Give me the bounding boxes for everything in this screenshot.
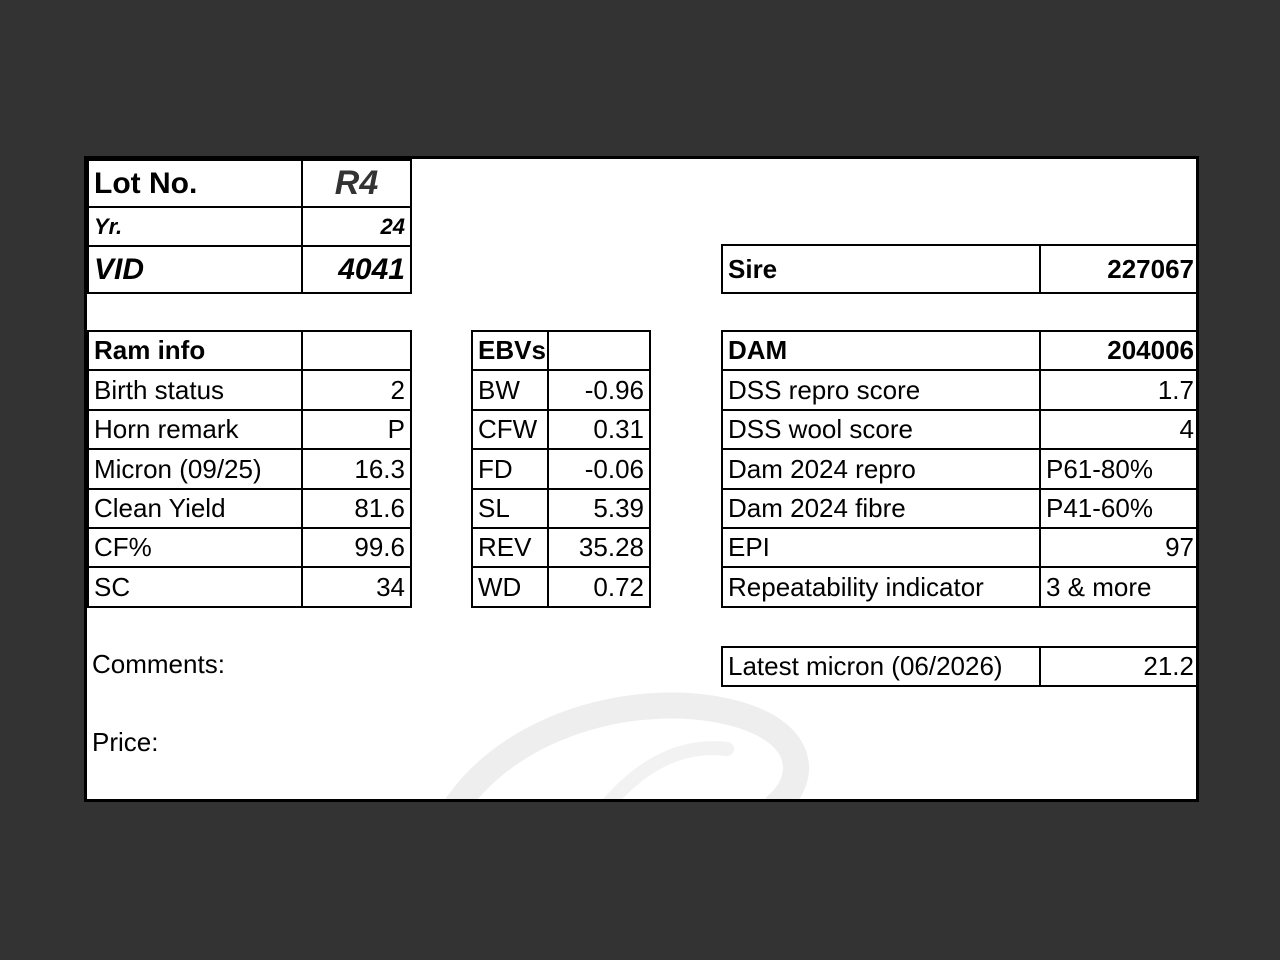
ebvs-header [472, 331, 650, 370]
ram-info-label: Birth status [88, 370, 302, 410]
latest-micron-value: 21.2 [1040, 647, 1199, 686]
year-label: Yr. [88, 207, 302, 246]
table-row [722, 410, 1199, 449]
ram-info-value: 2 [302, 370, 411, 410]
table-row [88, 370, 411, 410]
ebvs-title: EBVs [472, 331, 548, 370]
table-row [472, 370, 650, 410]
ram-info-label: CF% [88, 528, 302, 567]
ram-info-value: P [302, 410, 411, 449]
vid-value: 4041 [302, 246, 411, 293]
ram-info-label: Clean Yield [88, 489, 302, 528]
dam-table [721, 330, 1199, 608]
vid-row [88, 246, 411, 293]
dam-row-value: P41-60% [1040, 489, 1199, 528]
ram-info-label: Horn remark [88, 410, 302, 449]
ebv-value: 0.72 [548, 567, 650, 607]
table-row [472, 449, 650, 489]
dam-label: DSS wool score [722, 410, 1040, 449]
lot-header-table [87, 159, 412, 294]
sire-value: 227067 [1040, 245, 1199, 293]
ram-info-empty [302, 331, 411, 370]
table-row [722, 449, 1199, 489]
table-row [722, 528, 1199, 567]
ebv-label: SL [472, 489, 548, 528]
dam-row-value: 3 & more [1040, 567, 1199, 607]
table-row [472, 410, 650, 449]
dam-row-value: 4 [1040, 410, 1199, 449]
ram-info-table [87, 330, 412, 608]
sire-table [721, 244, 1199, 294]
ebvs-empty [548, 331, 650, 370]
lot-row [88, 160, 411, 207]
lot-label: Lot No. [88, 160, 302, 207]
dam-header [722, 331, 1199, 370]
dam-label: EPI [722, 528, 1040, 567]
comments-label: Comments: [92, 649, 225, 679]
dam-value: 204006 [1040, 331, 1199, 370]
lot-number: R4 [302, 160, 411, 207]
dam-label: DSS repro score [722, 370, 1040, 410]
table-row [88, 410, 411, 449]
ram-info-value: 99.6 [302, 528, 411, 567]
ebv-value: 5.39 [548, 489, 650, 528]
table-row [88, 489, 411, 528]
vid-label: VID [88, 246, 302, 293]
ram-info-value: 81.6 [302, 489, 411, 528]
ebv-label: BW [472, 370, 548, 410]
table-row [88, 567, 411, 607]
ebv-value: -0.06 [548, 449, 650, 489]
ram-info-value: 34 [302, 567, 411, 607]
year-value: 24 [302, 207, 411, 246]
table-row [88, 449, 411, 489]
dam-label: Dam 2024 repro [722, 449, 1040, 489]
ram-info-value: 16.3 [302, 449, 411, 489]
latest-micron-label: Latest micron (06/2026) [722, 647, 1040, 686]
table-row [722, 567, 1199, 607]
table-row [472, 528, 650, 567]
ebv-label: WD [472, 567, 548, 607]
ebv-label: CFW [472, 410, 548, 449]
dam-label: Repeatability indicator [722, 567, 1040, 607]
table-row [472, 567, 650, 607]
latest-micron-table [721, 646, 1199, 687]
dam-row-value: P61-80% [1040, 449, 1199, 489]
table-row [472, 489, 650, 528]
ram-info-header [88, 331, 411, 370]
ebv-value: 0.31 [548, 410, 650, 449]
year-row [88, 207, 411, 246]
ebv-label: REV [472, 528, 548, 567]
table-row [722, 489, 1199, 528]
table-row [722, 370, 1199, 410]
ebv-value: -0.96 [548, 370, 650, 410]
ram-info-label: Micron (09/25) [88, 449, 302, 489]
ebv-value: 35.28 [548, 528, 650, 567]
ebv-label: FD [472, 449, 548, 489]
dam-title: DAM [722, 331, 1040, 370]
dam-row-value: 97 [1040, 528, 1199, 567]
dam-label: Dam 2024 fibre [722, 489, 1040, 528]
price-label: Price: [92, 727, 159, 757]
ram-info-title: Ram info [88, 331, 302, 370]
ebvs-table [471, 330, 651, 608]
dam-row-value: 1.7 [1040, 370, 1199, 410]
ram-info-label: SC [88, 567, 302, 607]
table-row [88, 528, 411, 567]
lot-card [84, 156, 1199, 802]
sire-label: Sire [722, 245, 1040, 293]
